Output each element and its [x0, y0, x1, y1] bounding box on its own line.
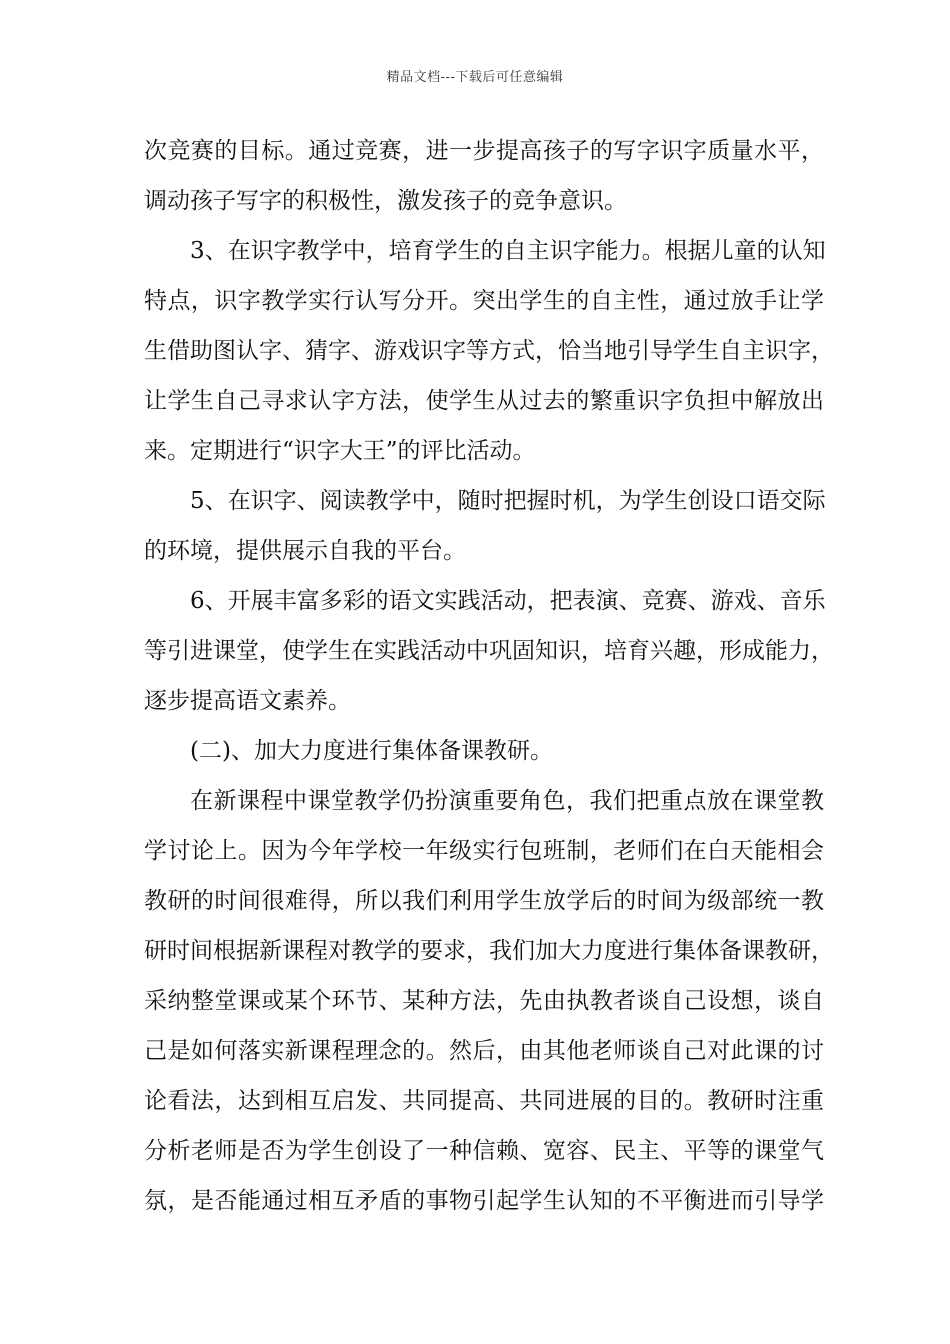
text-line: 让学生自己寻求认字方法，使学生从过去的繁重识字负担中解放出 [144, 388, 824, 414]
text-line: 6、开展丰富多彩的语文实践活动，把表演、竞赛、游戏、音乐 [190, 588, 826, 614]
text-line: 的环境，提供展示自我的平台。 [144, 538, 466, 564]
text-line: 论看法，达到相互启发、共同提高、共同进展的目的。教研时注重 [144, 1088, 824, 1114]
text-line: 等引进课堂，使学生在实践活动中巩固知识，培育兴趣，形成能力， [144, 638, 834, 664]
text-line: 逐步提高语文素养。 [144, 688, 351, 714]
text-line: 采纳整堂课或某个环节、某种方法，先由执教者谈自己设想，谈自 [144, 988, 824, 1014]
text-line: 分析老师是否为学生创设了一种信赖、宽容、民主、平等的课堂气 [144, 1138, 824, 1164]
text-line: 己是如何落实新课程理念的。然后，由其他老师谈自己对此课的讨 [144, 1038, 824, 1064]
text-line: 来。定期进行“识字大王”的评比活动。 [144, 438, 536, 464]
page-header: 精品文档---下载后可任意编辑 [386, 70, 564, 85]
text-line: 次竞赛的目标。通过竞赛，进一步提高孩子的写字识字质量水平， [144, 138, 824, 164]
text-line: 3、在识字教学中，培育学生的自主识字能力。根据儿童的认知 [190, 238, 826, 264]
text-line: 调动孩子写字的积极性，激发孩子的竞争意识。 [144, 188, 627, 214]
text-line: 特点，识字教学实行认写分开。突出学生的自主性，通过放手让学 [144, 288, 824, 314]
text-line: 5、在识字、阅读教学中，随时把握时机，为学生创设口语交际 [190, 488, 826, 514]
text-line: 学讨论上。因为今年学校一年级实行包班制，老师们在白天能相会 [144, 838, 824, 864]
section-heading: (二)、加大力度进行集体备课教研。 [190, 738, 553, 764]
text-line: 研时间根据新课程对教学的要求，我们加大力度进行集体备课教研， [144, 938, 834, 964]
text-line: 生借助图认字、猜字、游戏识字等方式，恰当地引导学生自主识字， [144, 338, 834, 364]
text-line: 在新课程中课堂教学仍扮演重要角色，我们把重点放在课堂教 [190, 788, 824, 814]
text-line: 氛，是否能通过相互矛盾的事物引起学生认知的不平衡进而引导学 [144, 1188, 824, 1214]
text-line: 教研的时间很难得，所以我们利用学生放学后的时间为级部统一教 [144, 888, 824, 914]
